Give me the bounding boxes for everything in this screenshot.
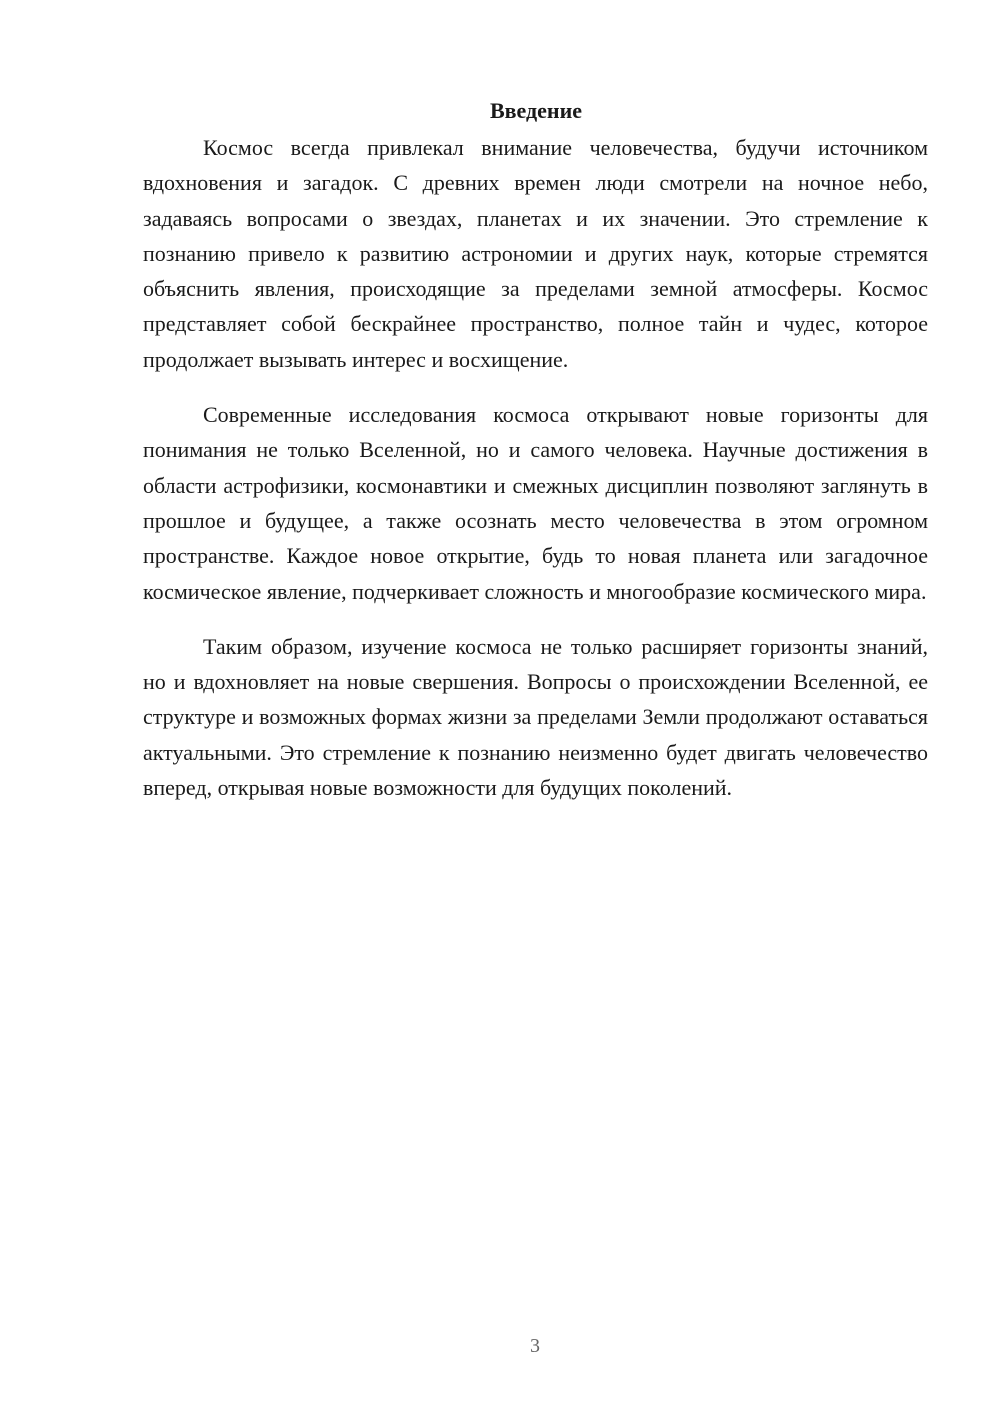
paragraph-3: Таким образом, изучение космоса не только расширяет горизонты знаний, но и вдохновляет на новые свершения. Вопросы о происхождении Вселенной, ее структуре и возможных формах жизни за пределами Земли продолжают оставаться актуальными. Это стремление к познанию неизменно будет двигать человечество вперед, открывая новые возможности для будущих поколений. (143, 633, 928, 801)
paragraph-2: Современные исследования космоса открывают новые горизонты для понимания не только Вселенной, но и самого человека. Научные достижения в области астрофизики, космонавтики и смежных дисциплин позволяют заглянуть в прошлое и будущее, а также осознать место человечества в этом огромном пространстве. Каждое новое открытие, будь то новая планета или загадочное космическое явление, подчеркивает сложность и многообразие космического мира. (143, 402, 928, 604)
page-number: 3 (530, 1335, 540, 1357)
page-content (143, 93, 928, 825)
section-title: Введение (489, 98, 583, 123)
paragraph-1: Космос всегда привлекал внимание человечества, будучи источником вдохновения и загадок. С древних времен люди смотрели на ночное небо, задаваясь вопросами о звездах, планетах и их значении. Это стремление к познанию привело к развитию астрономии и других наук, которые стремятся объяснить явления, происходящие за пределами земной атмосферы. Космос представляет собой бескрайнее пространство, полное тайн и чудес, которое продолжает вызывать интерес и восхищение. (143, 135, 928, 372)
